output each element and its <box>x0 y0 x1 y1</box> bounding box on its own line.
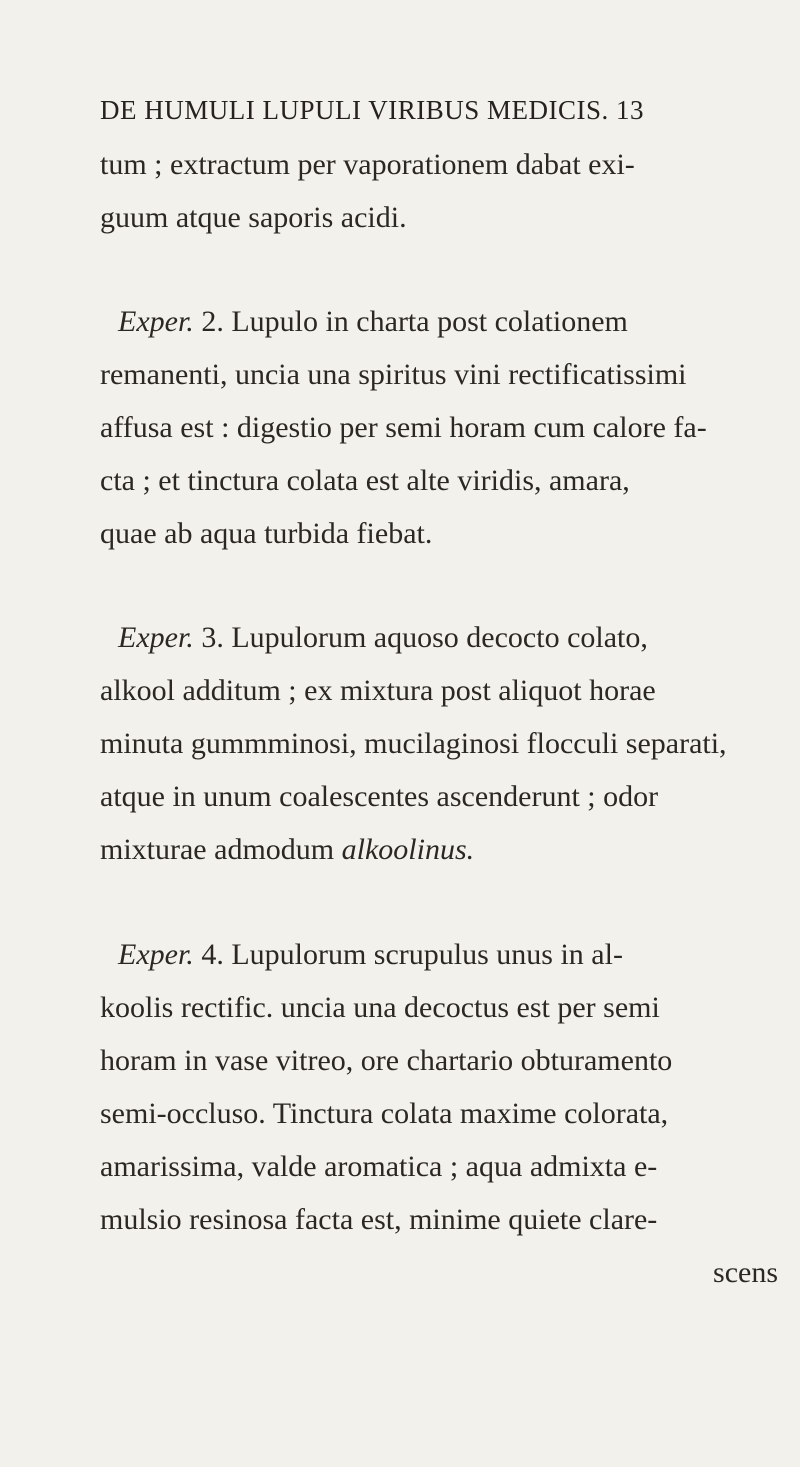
text-line: remanenti, uncia una spiritus vini rectificatissimi <box>100 358 687 391</box>
text-line: cta ; et tinctura colata est alte viridis, amara, <box>100 464 630 497</box>
text-line: koolis rectific. uncia una decoctus est per semi <box>100 991 660 1024</box>
text-fragment: mixturae admodum <box>100 833 335 866</box>
text-line: semi-occluso. Tinctura colata maxime colorata, <box>100 1097 669 1130</box>
text-line: tum ; extractum per vaporationem dabat exi- <box>100 148 635 181</box>
experiment-4-heading-line <box>118 935 798 975</box>
experiment-3-first-line-text: 3. Lupulorum aquoso decocto colato, <box>201 621 648 654</box>
experiment-4-first-line-text: 4. Lupulorum scrupulus unus in al- <box>201 938 623 971</box>
text-line: minuta gummminosi, mucilaginosi flocculi separati, <box>100 727 727 760</box>
text-line: quae ab aqua turbida fiebat. <box>100 517 433 550</box>
running-head: DE HUMULI LUPULI VIRIBUS MEDICIS. 13 <box>100 95 644 125</box>
text-line: guum atque saporis acidi. <box>100 201 407 234</box>
catchword: scens <box>713 1256 778 1289</box>
text-line: amarissima, valde aromatica ; aqua admixta e- <box>100 1150 658 1183</box>
experiment-label: Exper. <box>118 305 194 338</box>
experiment-label: Exper. <box>118 621 194 654</box>
experiment-label: Exper. <box>118 938 194 971</box>
experiment-2-first-line-text: 2. Lupulo in charta post colationem <box>201 305 628 338</box>
text-line: alkool additum ; ex mixtura post aliquot horae <box>100 674 656 707</box>
text-line: affusa est : digestio per semi horam cum calore fa- <box>100 411 707 444</box>
text-line: mulsio resinosa facta est, minime quiete clare- <box>100 1203 658 1236</box>
italic-word: alkoolinus. <box>341 833 475 866</box>
text-line: atque in unum coalescentes ascenderunt ; odor <box>100 780 659 813</box>
text-line <box>100 830 780 870</box>
experiment-2-heading-line <box>118 302 798 342</box>
experiment-3-heading-line <box>118 618 798 658</box>
text-line: horam in vase vitreo, ore chartario obturamento <box>100 1044 673 1077</box>
